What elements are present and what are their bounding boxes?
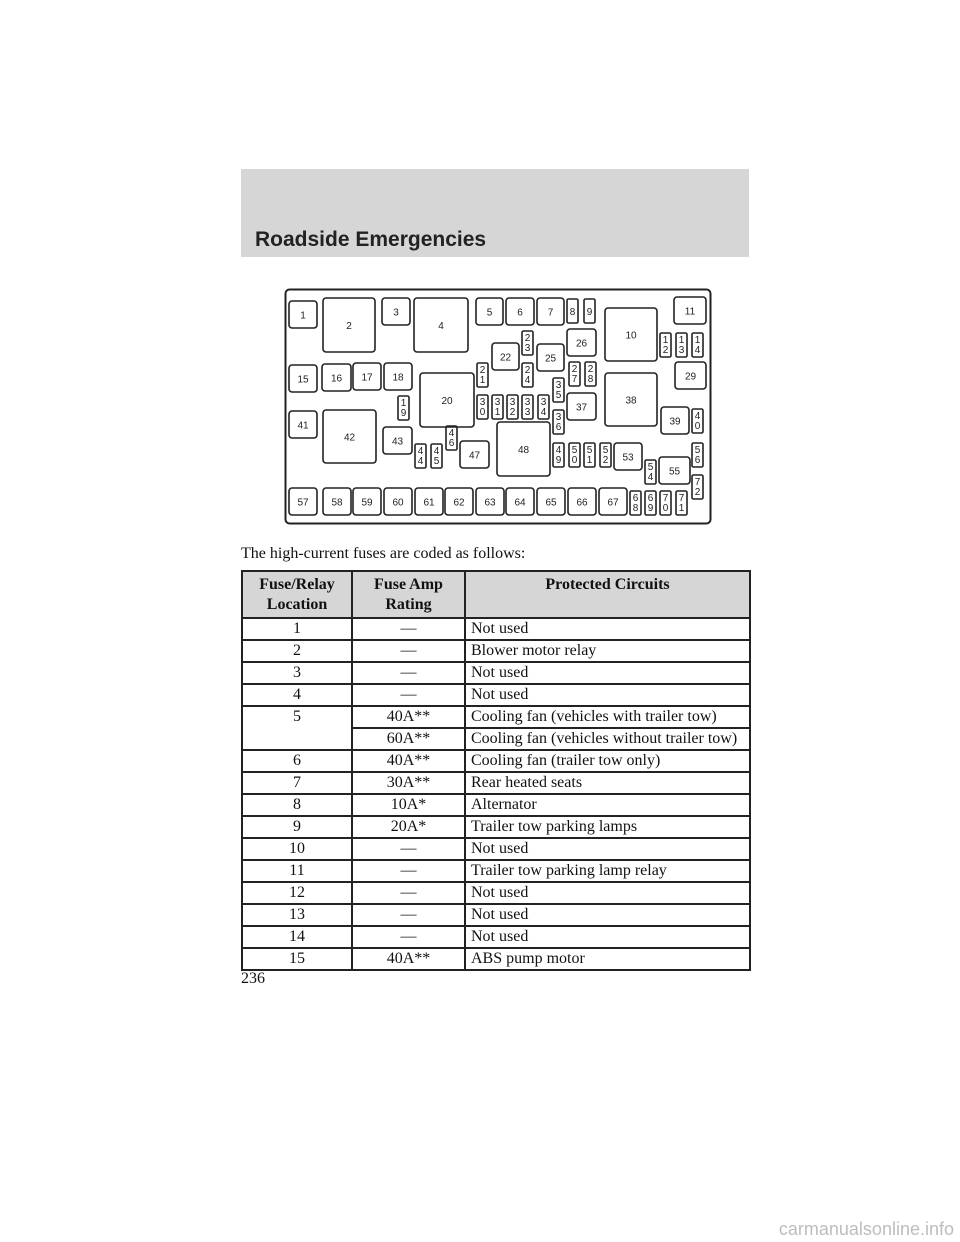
cell-circuits: Trailer tow parking lamps <box>465 816 750 838</box>
fuse-slot-11 <box>674 297 706 324</box>
fuse-slot-23 <box>522 331 533 355</box>
fuse-slot-24 <box>522 363 533 387</box>
fuse-slot-49 <box>553 443 564 467</box>
fuse-slot-label: 20 <box>441 396 453 407</box>
fuse-slot-label: 1 <box>300 310 306 322</box>
fuse-slot-digit: 4 <box>448 428 455 439</box>
fuse-slot-digit: 8 <box>632 503 639 514</box>
table-row <box>242 860 750 882</box>
cell-amp: — <box>352 904 465 926</box>
fuse-slot-label: 4 <box>438 321 444 332</box>
fuse-slot-66 <box>568 488 596 515</box>
fuse-slot-8 <box>567 299 578 323</box>
cell-circuits: Rear heated seats <box>465 772 750 794</box>
cell-circuits: Cooling fan (trailer tow only) <box>465 750 750 772</box>
cell-amp: 60A** <box>352 728 465 750</box>
cell-location: 4 <box>242 684 352 706</box>
fuse-slot-label: 22 <box>499 352 512 364</box>
fuse-slot-digit: 3 <box>555 380 562 391</box>
fuse-slot-16 <box>322 364 351 391</box>
fuse-slot-label: 2 <box>346 321 352 332</box>
fuse-slot-25 <box>537 344 564 371</box>
fuse-slot-label: 7 <box>547 307 554 319</box>
fuse-slot-label: 6 <box>517 307 523 319</box>
fuse-slot-63 <box>476 488 504 515</box>
fuse-slot-30 <box>477 395 488 419</box>
fuse-slot-51 <box>584 443 595 467</box>
cell-amp: 10A* <box>352 794 465 816</box>
fuse-slot-digit: 4 <box>647 472 654 483</box>
fuse-slot-label: 53 <box>622 452 634 464</box>
fuse-slot-67 <box>599 488 627 515</box>
fuse-slot-digit: 1 <box>694 335 701 346</box>
fuse-slot-35 <box>553 378 564 402</box>
fuse-slot-digit: 6 <box>694 455 701 466</box>
fuse-slot-digit: 1 <box>586 455 593 466</box>
cell-location: 15 <box>242 948 352 970</box>
fuse-slot-digit: 3 <box>540 397 547 408</box>
column-header-location-line2: Location <box>266 596 328 613</box>
fuse-slot-digit: 3 <box>479 397 486 408</box>
table-row <box>242 706 750 728</box>
table-row <box>242 750 750 772</box>
fuse-slot-digit: 2 <box>571 364 578 375</box>
fuse-slot-label: 60 <box>392 497 404 509</box>
fuse-slot-58 <box>323 488 351 515</box>
table-row <box>242 816 750 838</box>
fuse-slot-digit: 0 <box>694 421 701 432</box>
fuse-slot-digit: 4 <box>694 345 701 356</box>
fuse-slot-digit: 4 <box>417 446 424 457</box>
fuse-slot-digit: 9 <box>647 503 654 514</box>
fuse-slot-digit: 4 <box>524 375 531 386</box>
fuse-slot-label: 61 <box>423 497 435 509</box>
fuse-slot-13 <box>676 333 687 357</box>
cell-circuits: Cooling fan (vehicles without trailer tow) <box>465 728 750 750</box>
fuse-slot-15 <box>289 365 317 392</box>
fuse-slot-digit: 3 <box>555 412 562 423</box>
cell-amp: 40A** <box>352 750 465 772</box>
fuse-slot-label: 18 <box>392 372 404 384</box>
fuse-slot-label: 59 <box>361 497 373 509</box>
table-row <box>242 882 750 904</box>
cell-amp: 40A** <box>352 948 465 970</box>
fuse-slot-17 <box>353 363 381 390</box>
fuse-slot-2 <box>323 298 375 352</box>
fuse-slot-digit: 7 <box>694 477 701 488</box>
fuse-slot-label: 55 <box>668 466 681 478</box>
fuse-slot-digit: 4 <box>433 446 440 457</box>
fuse-slot-digit: 9 <box>400 408 407 419</box>
cell-location: 5 <box>242 706 352 728</box>
fuse-slot-22 <box>492 343 519 370</box>
fuse-slot-digit: 3 <box>494 397 501 408</box>
cell-circuits: Not used <box>465 684 750 706</box>
cell-amp: — <box>352 926 465 948</box>
table-header-row <box>242 571 750 618</box>
fuse-slot-label: 58 <box>331 497 343 509</box>
fuse-slot-9 <box>584 299 595 323</box>
cell-amp: — <box>352 860 465 882</box>
fuse-slot-19 <box>398 396 409 420</box>
fuse-slot-label: 29 <box>684 371 697 383</box>
fuse-slot-38 <box>605 373 657 426</box>
fuse-slot-digit: 1 <box>494 407 501 418</box>
fuse-slot-digit: 0 <box>479 407 486 418</box>
fuse-slot-62 <box>445 488 473 515</box>
fuse-slot-digit: 4 <box>694 411 701 422</box>
fuse-slot-digit: 8 <box>587 374 594 385</box>
fuse-slot-29 <box>675 362 706 389</box>
column-header-amp <box>352 571 465 618</box>
fuse-slot-digit: 2 <box>602 455 609 466</box>
fuse-slot-digit: 5 <box>586 445 593 456</box>
column-header-circuits: Protected Circuits <box>465 571 750 618</box>
column-header-location <box>242 571 352 618</box>
fuse-slot-digit: 3 <box>524 407 531 418</box>
fuse-slot-digit: 5 <box>694 445 701 456</box>
cell-amp: — <box>352 838 465 860</box>
fuse-slot-digit: 4 <box>540 407 547 418</box>
fuse-slot-digit: 1 <box>678 503 685 514</box>
table-row <box>242 948 750 970</box>
fuse-slot-60 <box>384 488 412 515</box>
fuse-slot-label: 41 <box>297 420 309 432</box>
table-row <box>242 904 750 926</box>
cell-location: 13 <box>242 904 352 926</box>
fuse-slot-digit: 2 <box>479 365 486 376</box>
fuse-slot-label: 16 <box>330 373 343 385</box>
fuse-slot-12 <box>660 333 671 357</box>
fuse-slot-65 <box>537 488 565 515</box>
fuse-slot-3 <box>382 298 410 325</box>
fuse-slot-41 <box>289 411 317 438</box>
fuse-slot-label: 65 <box>545 497 557 509</box>
fuse-slot-digit: 2 <box>524 365 531 376</box>
cell-location: 10 <box>242 838 352 860</box>
fuse-slot-digit: 6 <box>555 422 562 433</box>
cell-circuits: Alternator <box>465 794 750 816</box>
fuse-slot-label: 62 <box>453 497 465 509</box>
fuse-slot-digit: 5 <box>433 456 440 467</box>
cell-amp: — <box>352 640 465 662</box>
cell-location: 6 <box>242 750 352 772</box>
fuse-slot-label: 8 <box>569 307 576 318</box>
fuse-slot-26 <box>567 329 596 356</box>
cell-location: 9 <box>242 816 352 838</box>
fuse-slot-digit: 1 <box>662 335 669 346</box>
table-row <box>242 838 750 860</box>
fuse-slot-18 <box>384 363 412 390</box>
table-row <box>242 794 750 816</box>
fuse-slot-digit: 3 <box>678 345 685 356</box>
fuse-slot-28 <box>585 362 596 386</box>
fuse-slot-48 <box>497 422 550 476</box>
fuse-slot-label: 3 <box>393 307 399 319</box>
fuse-slot-digit: 6 <box>632 493 639 504</box>
fuse-slot-69 <box>645 491 656 515</box>
cell-location: 3 <box>242 662 352 684</box>
section-title: Roadside Emergencies <box>255 228 487 251</box>
fuse-slot-36 <box>553 410 564 434</box>
fuse-slot-61 <box>415 488 443 515</box>
fuse-slot-1 <box>289 301 317 328</box>
table-row <box>242 728 750 750</box>
fuse-slot-digit: 7 <box>678 493 685 504</box>
fuse-slot-label: 43 <box>391 436 404 448</box>
table-row <box>242 684 750 706</box>
fuse-slot-14 <box>692 333 703 357</box>
fuse-panel-diagram <box>284 288 712 525</box>
cell-location: 2 <box>242 640 352 662</box>
cell-location: 12 <box>242 882 352 904</box>
fuse-slot-digit: 2 <box>524 333 531 344</box>
fuse-slot-label: 63 <box>484 497 496 509</box>
fuse-slot-label: 47 <box>468 450 481 462</box>
cell-circuits: Cooling fan (vehicles with trailer tow) <box>465 706 750 728</box>
fuse-slot-digit: 1 <box>678 335 685 346</box>
cell-circuits: Not used <box>465 926 750 948</box>
fuse-slot-20 <box>420 373 474 427</box>
cell-location: 8 <box>242 794 352 816</box>
fuse-slot-55 <box>659 457 690 484</box>
fuse-slot-33 <box>522 395 533 419</box>
fuse-slot-digit: 4 <box>417 456 424 467</box>
fuse-slot-45 <box>431 444 442 468</box>
fuse-slot-label: 17 <box>361 372 373 384</box>
fuse-slot-label: 57 <box>297 497 309 509</box>
table-row <box>242 926 750 948</box>
fuse-slot-label: 38 <box>625 395 637 407</box>
fuse-slot-digit: 5 <box>602 445 609 456</box>
fuse-slot-40 <box>692 409 703 433</box>
fuse-slot-label: 26 <box>575 338 588 350</box>
fuse-slot-label: 66 <box>576 497 588 509</box>
fuse-slot-digit: 2 <box>662 345 669 356</box>
column-header-location-line1: Fuse/Relay <box>259 576 335 593</box>
fuse-slot-64 <box>506 488 534 515</box>
cell-circuits: Not used <box>465 904 750 926</box>
fuse-slot-31 <box>492 395 503 419</box>
fuse-slot-43 <box>383 427 412 454</box>
fuse-slot-46 <box>446 426 457 450</box>
fuse-slot-digit: 1 <box>400 398 407 409</box>
fuse-slot-digit: 6 <box>647 493 654 504</box>
fuse-slot-47 <box>460 441 489 468</box>
fuse-slot-27 <box>569 362 580 386</box>
fuse-slot-digit: 2 <box>587 364 594 375</box>
fuse-slot-52 <box>600 443 611 467</box>
fuse-slot-53 <box>614 443 642 470</box>
cell-amp: 20A* <box>352 816 465 838</box>
fuse-slot-59 <box>353 488 381 515</box>
fuse-table <box>241 570 751 971</box>
table-row <box>242 640 750 662</box>
fuse-slot-digit: 4 <box>555 445 562 456</box>
fuse-slot-digit: 0 <box>571 455 578 466</box>
fuse-slot-label: 42 <box>343 432 356 444</box>
fuse-slot-label: 67 <box>607 497 619 509</box>
cell-location: 1 <box>242 618 352 640</box>
fuse-slot-digit: 7 <box>662 493 669 504</box>
cell-circuits: Not used <box>465 618 750 640</box>
table-row <box>242 772 750 794</box>
cell-amp: — <box>352 684 465 706</box>
fuse-slot-54 <box>645 460 656 484</box>
fuse-slot-label: 11 <box>684 306 696 318</box>
cell-location: 11 <box>242 860 352 882</box>
cell-location <box>242 728 352 750</box>
fuse-slot-label: 39 <box>669 416 681 428</box>
fuse-slot-label: 64 <box>514 497 526 509</box>
fuse-slot-56 <box>692 443 703 467</box>
fuse-slot-4 <box>414 298 468 352</box>
fuse-slot-42 <box>323 410 376 463</box>
cell-circuits: Blower motor relay <box>465 640 750 662</box>
fuse-slot-digit: 5 <box>571 445 578 456</box>
column-header-amp-line1: Fuse Amp <box>374 576 443 593</box>
column-header-amp-line2: Rating <box>385 596 432 613</box>
fuse-slot-digit: 2 <box>509 407 516 418</box>
fuse-slot-label: 48 <box>517 445 530 456</box>
fuse-slot-digit: 3 <box>524 397 531 408</box>
fuse-slot-digit: 1 <box>479 375 486 386</box>
fuse-slot-34 <box>538 395 549 419</box>
fuse-slot-57 <box>289 488 317 515</box>
cell-location: 14 <box>242 926 352 948</box>
fuse-slot-70 <box>660 491 671 515</box>
fuse-slot-label: 10 <box>625 330 637 342</box>
cell-location: 7 <box>242 772 352 794</box>
table-caption: The high-current fuses are coded as follows: <box>241 545 526 562</box>
fuse-slot-label: 5 <box>486 307 493 319</box>
watermark: carmanualsonline.info <box>778 1219 954 1239</box>
cell-circuits: ABS pump motor <box>465 948 750 970</box>
cell-circuits: Trailer tow parking lamp relay <box>465 860 750 882</box>
fuse-slot-39 <box>661 407 689 434</box>
fuse-slot-label: 37 <box>575 402 588 414</box>
fuse-slot-32 <box>507 395 518 419</box>
fuse-slot-digit: 5 <box>647 462 654 473</box>
fuse-slot-digit: 0 <box>662 503 669 514</box>
fuse-slot-digit: 6 <box>448 438 455 449</box>
cell-amp: 30A** <box>352 772 465 794</box>
table-row <box>242 618 750 640</box>
fuse-slot-digit: 3 <box>524 343 531 354</box>
fuse-slot-digit: 3 <box>509 397 516 408</box>
fuse-slot-5 <box>476 298 503 325</box>
fuse-slot-21 <box>477 363 488 387</box>
fuse-slot-digit: 5 <box>555 390 562 401</box>
cell-circuits: Not used <box>465 882 750 904</box>
fuse-slot-6 <box>506 298 534 325</box>
fuse-slot-label: 15 <box>297 374 309 386</box>
fuse-slot-label: 25 <box>544 353 557 365</box>
table-row <box>242 662 750 684</box>
cell-amp: — <box>352 618 465 640</box>
cell-amp: — <box>352 662 465 684</box>
fuse-slot-68 <box>630 491 641 515</box>
cell-amp: — <box>352 882 465 904</box>
fuse-slot-72 <box>692 475 703 499</box>
cell-circuits: Not used <box>465 838 750 860</box>
fuse-slot-digit: 7 <box>571 374 578 385</box>
fuse-slot-44 <box>415 444 426 468</box>
fuse-slot-7 <box>537 298 564 325</box>
fuse-slot-37 <box>567 393 596 420</box>
fuse-slot-71 <box>676 491 687 515</box>
cell-circuits: Not used <box>465 662 750 684</box>
page-number: 236 <box>241 970 265 987</box>
fuse-slot-10 <box>605 308 657 361</box>
fuse-slot-label: 9 <box>586 307 593 318</box>
fuse-slot-50 <box>569 443 580 467</box>
fuse-slot-digit: 9 <box>555 455 562 466</box>
fuse-slot-digit: 2 <box>694 487 701 498</box>
cell-amp: 40A** <box>352 706 465 728</box>
